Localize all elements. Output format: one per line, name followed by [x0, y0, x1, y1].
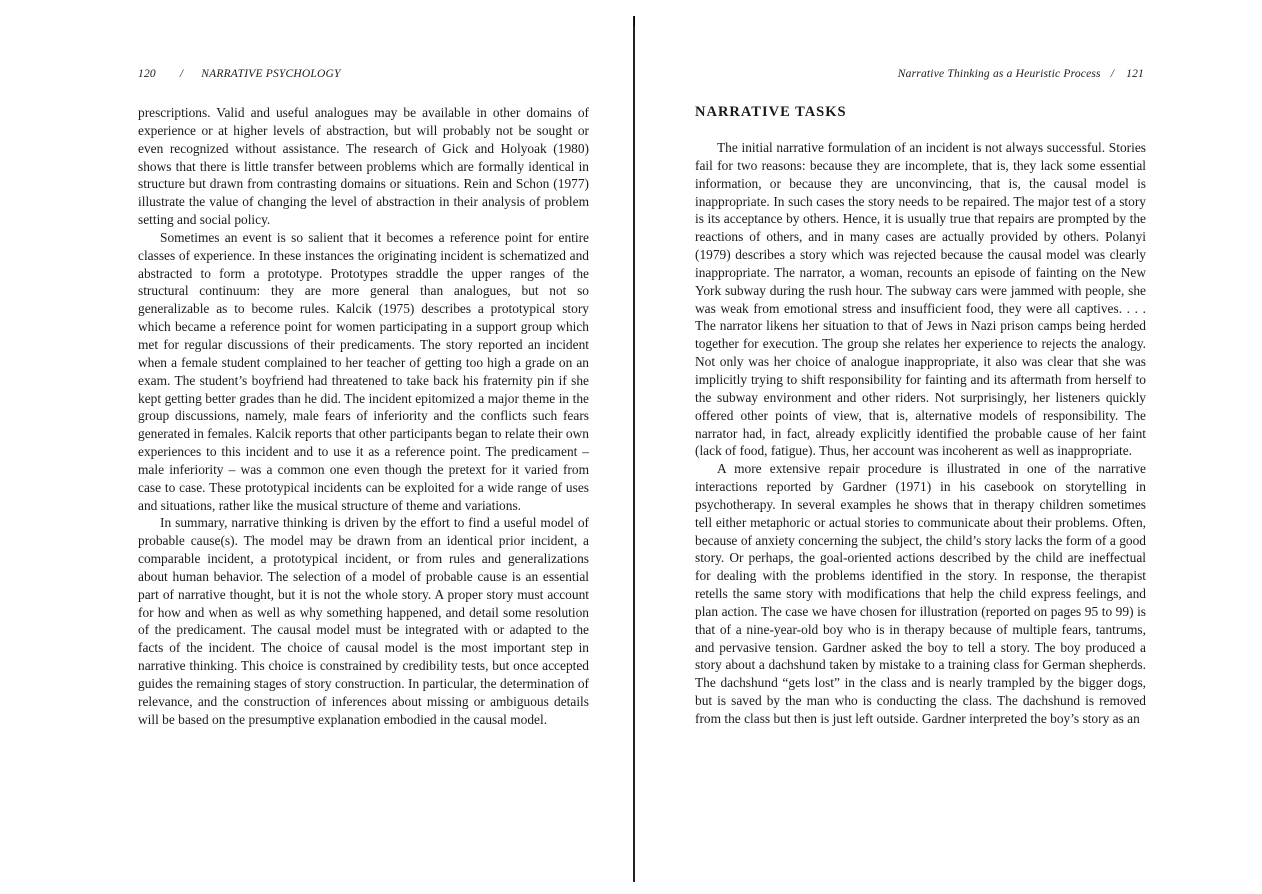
section-heading: NARRATIVE TASKS	[695, 104, 847, 120]
left-page-header	[138, 68, 341, 80]
paragraph: The initial narrative formulation of an incident is not always successful. Stories fail for two reasons: because they are incomplete, that is, they lack some essential information, or because they are unconvincing, that is, the causal model is inappropriate. In such cases the story needs to be repaired. The major test of a story is its acceptance by others. Hence, it is usually true that repairs are prompted by the reactions of others, and in many cases are actually provided by others. Polanyi (1979) describes a story which was rejected because the causal model was clearly inappropriate. The narrator, a woman, recounts an episode of fainting on the New York subway during the rush hour. The subway cars were jammed with people, she was weak from emotional stress and insufficient food, they were all captives. . . . The narrator likens her situation to that of Jews in Nazi prison camps being herded together for execution. The group she relates her experience to rejects the analogy. Not only was her choice of analogue inappropriate, it also was clear that she was implicitly trying to shift responsibility for fainting and its aftermath from herself to the subway environment and other riders. Not surprisingly, her listeners quickly offered other points of view, that is, alternative models of responsibility. The narrator had, in fact, already explicitly identified the probable cause of her faint (lack of food, fatigue). Thus, her account was incoherent as well as inappropriate.	[695, 140, 1146, 459]
paragraph: In summary, narrative thinking is driven by the effort to find a useful model of probable cause(s). The model may be drawn from an identical prior incident, a comparable incident, a prototypical incident, or from rules and generalizations about human behavior. The selection of a model of probable cause is an essential part of narrative thought, but it is not the whole story. A proper story must account for how and when as well as why something happened, and detail some resolution of the predicament. The causal model must be integrated with or adapted to the facts of the incident. The choice of causal model is the most important step in narrative thinking. This choice is constrained by credibility tests, but once accepted guides the remaining stages of story construction. In particular, the determination of relevance, and the construction of inferences about missing or ambiguous details will be based on the presumptive explanation embodied in the causal model.	[138, 515, 589, 727]
paragraph: A more extensive repair procedure is illustrated in one of the narrative interactions reported by Gardner (1971) in his casebook on storytelling in psychotherapy. In several examples he shows that in therapy children sometimes tell either metaphoric or actual stories to communicate about their problems. Often, because of anxiety concerning the subject, the child’s story lacks the form of a good story. Or perhaps, the goal-oriented actions described by the child are ineffectual for dealing with the problems identified in the story. In response, the therapist retells the same story with modifications that help the child express feelings, and plan action. The case we have chosen for illustration (reported on pages 95 to 99) is that of a nine-year-old boy who is in therapy because of multiple fears, tantrums, and pervasive tension. Gardner asked the boy to tell a story. The boy produced a story about a dachshund taken by mistake to a training class for German shepherds. The dachshund “gets lost” in the class and is nearly trampled by the bigger dogs, but is saved by the man who is conducting the class. The dachshund is removed from the class but then is just left outside. Gardner interpreted the boy’s story as an	[695, 461, 1146, 726]
right-page	[634, 0, 1262, 894]
right-page-header	[898, 68, 1144, 80]
left-running-title: NARRATIVE PSYCHOLOGY	[201, 68, 341, 80]
paragraph: prescriptions. Valid and useful analogues may be available in other domains of experience or at higher levels of abstraction, but will probably not be sought or even recognized without assistance. The research of Gick and Holyoak (1980) shows that there is little transfer between problems which are formally identical in structure but drawn from contrasting domains or situations. Rein and Schon (1977) illustrate the value of changing the level of abstraction in their analysis of problem setting and social policy.	[138, 105, 589, 228]
header-separator: /	[179, 68, 184, 80]
right-page-number: 121	[1126, 68, 1144, 80]
paragraph: Sometimes an event is so salient that it becomes a reference point for entire classes of experience. In these instances the originating incident is schematized and abstracted to form a prototype. Prototypes straddle the upper ranges of the structural continuum: they are more general than analogues, but not so generalizable as to become rules. Kalcik (1975) describes a prototypical story which became a reference point for women participating in a support group which met for regular discussions of their predicaments. The story reported an incident when a female student complained to her teacher of getting too high a grade on an exam. The student’s boyfriend had threatened to take back his fraternity pin if she kept getting better grades than he did. The incident epitomized a major theme in the group discussions, namely, male fears of inferiority and the conflicts such fears generated in females. Kalcik reports that other participants began to relate their own experiences to this incident and to use it as a reference point. The predicament – male inferiority – was a common one even though the pretext for it varied from case to case. These prototypical incidents can be exploited for a wide range of uses and situations, rather like the musical structure of theme and variations.	[138, 229, 589, 513]
left-page-number: 120	[138, 68, 156, 80]
header-separator: /	[1110, 68, 1115, 80]
left-page-body	[138, 104, 589, 729]
left-page	[0, 0, 630, 894]
right-running-title: Narrative Thinking as a Heuristic Process	[897, 68, 1101, 80]
right-page-body	[695, 139, 1146, 728]
